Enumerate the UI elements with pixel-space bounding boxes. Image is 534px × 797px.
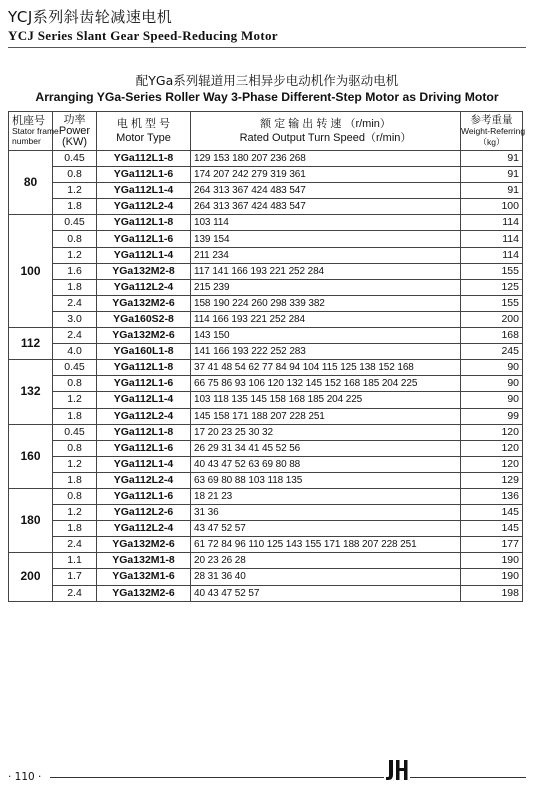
table-row [9,585,523,601]
cell-motor: YGa132M2-6 [97,328,191,344]
table-row [9,295,523,311]
header-frame-en2: number [12,136,41,146]
table-row [9,521,523,537]
cell-motor: YGa112L1-6 [97,488,191,504]
cell-power: 4.0 [53,344,97,360]
cell-weight: 114 [461,215,523,231]
cell-power: 1.2 [53,392,97,408]
cell-weight: 90 [461,360,523,376]
cell-speeds: 37 41 48 54 62 77 84 94 104 115 125 138 152 168 [191,360,461,376]
table-row [9,376,523,392]
header-power-en: Power [58,124,91,137]
cell-weight: 91 [461,167,523,183]
table-row [9,505,523,521]
cell-weight: 177 [461,537,523,553]
cell-weight: 91 [461,183,523,199]
cell-power: 1.8 [53,199,97,215]
table-row [9,553,523,569]
table-row [9,440,523,456]
header-weight-unit: （kg） [478,136,505,147]
table-body [9,151,523,602]
cell-motor: YGa112L1-6 [97,231,191,247]
cell-weight: 200 [461,311,523,327]
cell-weight: 100 [461,199,523,215]
cell-weight: 120 [461,440,523,456]
cell-motor: YGa160S2-8 [97,311,191,327]
header-speed-en: Rated Output Turn Speed（r/min） [239,132,412,144]
table-row [9,151,523,167]
cell-motor: YGa112L1-4 [97,392,191,408]
page-number: · 110 · [8,771,42,783]
cell-motor: YGa112L1-8 [97,424,191,440]
header-weight-cn: 参考重量 [470,113,513,126]
cell-power: 2.4 [53,585,97,601]
cell-power: 1.8 [53,408,97,424]
cell-speeds: 28 31 36 40 [191,569,461,585]
cell-power: 1.7 [53,569,97,585]
table-row [9,199,523,215]
table-row [9,488,523,504]
cell-power: 2.4 [53,537,97,553]
cell-weight: 99 [461,408,523,424]
cell-power: 1.2 [53,456,97,472]
cell-motor: YGa112L2-4 [97,279,191,295]
jh-logo-icon [384,758,410,782]
cell-power: 0.45 [53,360,97,376]
cell-power: 0.8 [53,440,97,456]
cell-speeds: 174 207 242 279 319 361 [191,167,461,183]
cell-frame: 160 [9,424,53,488]
header-power-cn: 功率 [63,113,86,126]
cell-motor: YGa112L1-6 [97,376,191,392]
page-title-cn: YCJ系列斜齿轮减速电机 [8,8,173,26]
cell-speeds: 43 47 52 57 [191,521,461,537]
cell-weight: 155 [461,263,523,279]
cell-speeds: 114 166 193 221 252 284 [191,311,461,327]
cell-weight: 129 [461,472,523,488]
cell-speeds: 141 166 193 222 252 283 [191,344,461,360]
cell-power: 1.2 [53,183,97,199]
header-speed [191,112,461,151]
cell-weight: 90 [461,392,523,408]
cell-speeds: 143 150 [191,328,461,344]
cell-frame: 80 [9,151,53,215]
cell-speeds: 264 313 367 424 483 547 [191,199,461,215]
section-title-cn: 配YGa系列辊道用三相异步电动机作为驱动电机 [135,73,399,88]
cell-power: 0.45 [53,151,97,167]
table-row [9,408,523,424]
cell-speeds: 63 69 80 88 103 118 135 [191,472,461,488]
motor-spec-table [8,111,526,602]
cell-motor: YGa112L2-6 [97,505,191,521]
cell-motor: YGa132M1-8 [97,553,191,569]
cell-speeds: 103 114 [191,215,461,231]
header-power [53,112,97,151]
table-row [9,311,523,327]
cell-motor: YGa112L2-4 [97,408,191,424]
header-motor-en: Motor Type [116,132,171,144]
cell-power: 3.0 [53,311,97,327]
cell-power: 1.2 [53,505,97,521]
cell-speeds: 31 36 [191,505,461,521]
table-row [9,167,523,183]
cell-motor: YGa112L2-4 [97,199,191,215]
table-row [9,231,523,247]
table-row [9,328,523,344]
cell-motor: YGa112L1-8 [97,215,191,231]
cell-motor: YGa112L1-8 [97,360,191,376]
table-row [9,263,523,279]
cell-weight: 125 [461,279,523,295]
cell-weight: 114 [461,247,523,263]
cell-weight: 198 [461,585,523,601]
header-speed-cn: 额 定 输 出 转 速 （r/min） [260,118,391,130]
cell-frame: 200 [9,553,53,601]
cell-speeds: 17 20 23 25 30 32 [191,424,461,440]
table-row [9,247,523,263]
cell-motor: YGa160L1-8 [97,344,191,360]
cell-weight: 168 [461,328,523,344]
table-header [9,112,526,151]
cell-frame: 132 [9,360,53,424]
footer-divider [50,777,526,778]
table-row [9,279,523,295]
header-divider [8,47,526,48]
cell-weight: 145 [461,505,523,521]
cell-weight: 245 [461,344,523,360]
header-power-unit: (KW) [61,135,88,148]
cell-motor: YGa132M2-8 [97,263,191,279]
cell-power: 0.45 [53,424,97,440]
cell-motor: YGa132M1-6 [97,569,191,585]
header-frame-en1: Stator frame [12,126,59,136]
cell-power: 1.8 [53,279,97,295]
header-motor-cn: 电 机 型 号 [116,118,171,130]
cell-speeds: 20 23 26 28 [191,553,461,569]
cell-speeds: 18 21 23 [191,488,461,504]
header-frame-cn: 机座号 [12,115,45,127]
cell-speeds: 117 141 166 193 221 252 284 [191,263,461,279]
table-row [9,392,523,408]
header-weight-en: Weight-Referring [461,125,526,136]
cell-weight: 190 [461,569,523,585]
cell-speeds: 40 43 47 52 63 69 80 88 [191,456,461,472]
header-frame [9,112,59,151]
table-row [9,424,523,440]
cell-power: 0.8 [53,488,97,504]
cell-speeds: 129 153 180 207 236 268 [191,151,461,167]
header-motor [97,112,191,151]
table-row [9,569,523,585]
page-title-en: YCJ Series Slant Gear Speed-Reducing Motor [8,28,278,43]
cell-weight: 90 [461,376,523,392]
cell-power: 2.4 [53,295,97,311]
cell-speeds: 139 154 [191,231,461,247]
table-row [9,215,523,231]
cell-motor: YGa112L1-4 [97,456,191,472]
cell-motor: YGa112L1-6 [97,440,191,456]
cell-power: 1.2 [53,247,97,263]
cell-motor: YGa132M2-6 [97,585,191,601]
cell-motor: YGa112L1-4 [97,183,191,199]
cell-frame: 112 [9,328,53,360]
cell-power: 0.8 [53,231,97,247]
table-row [9,183,523,199]
cell-speeds: 215 239 [191,279,461,295]
cell-speeds: 103 118 135 145 158 168 185 204 225 [191,392,461,408]
cell-motor: YGa112L1-6 [97,167,191,183]
cell-power: 1.8 [53,521,97,537]
cell-power: 1.6 [53,263,97,279]
cell-weight: 190 [461,553,523,569]
cell-motor: YGa132M2-6 [97,295,191,311]
cell-speeds: 61 72 84 96 110 125 143 155 171 188 207 228 251 [191,537,461,553]
cell-frame: 100 [9,215,53,328]
cell-speeds: 40 43 47 52 57 [191,585,461,601]
cell-speeds: 26 29 31 34 41 45 52 56 [191,440,461,456]
cell-power: 0.8 [53,167,97,183]
cell-speeds: 211 234 [191,247,461,263]
table-row [9,456,523,472]
cell-weight: 120 [461,424,523,440]
cell-speeds: 264 313 367 424 483 547 [191,183,461,199]
cell-power: 1.8 [53,472,97,488]
cell-motor: YGa112L1-4 [97,247,191,263]
cell-weight: 120 [461,456,523,472]
table-row [9,360,523,376]
section-title-en: Arranging YGa-Series Roller Way 3-Phase Different-Step Motor as Driving Motor [35,90,499,104]
cell-weight: 145 [461,521,523,537]
cell-weight: 155 [461,295,523,311]
table-row [9,472,523,488]
cell-power: 1.1 [53,553,97,569]
cell-power: 0.8 [53,376,97,392]
cell-speeds: 145 158 171 188 207 228 251 [191,408,461,424]
cell-speeds: 158 190 224 260 298 339 382 [191,295,461,311]
cell-speeds: 66 75 86 93 106 120 132 145 152 168 185 204 225 [191,376,461,392]
cell-motor: YGa112L2-4 [97,521,191,537]
cell-weight: 114 [461,231,523,247]
cell-frame: 180 [9,488,53,552]
header-weight [461,112,526,151]
cell-weight: 91 [461,151,523,167]
cell-motor: YGa132M2-6 [97,537,191,553]
table-row [9,537,523,553]
cell-motor: YGa112L2-4 [97,472,191,488]
cell-motor: YGa112L1-8 [97,151,191,167]
table-row [9,344,523,360]
cell-power: 0.45 [53,215,97,231]
cell-power: 2.4 [53,328,97,344]
cell-weight: 136 [461,488,523,504]
